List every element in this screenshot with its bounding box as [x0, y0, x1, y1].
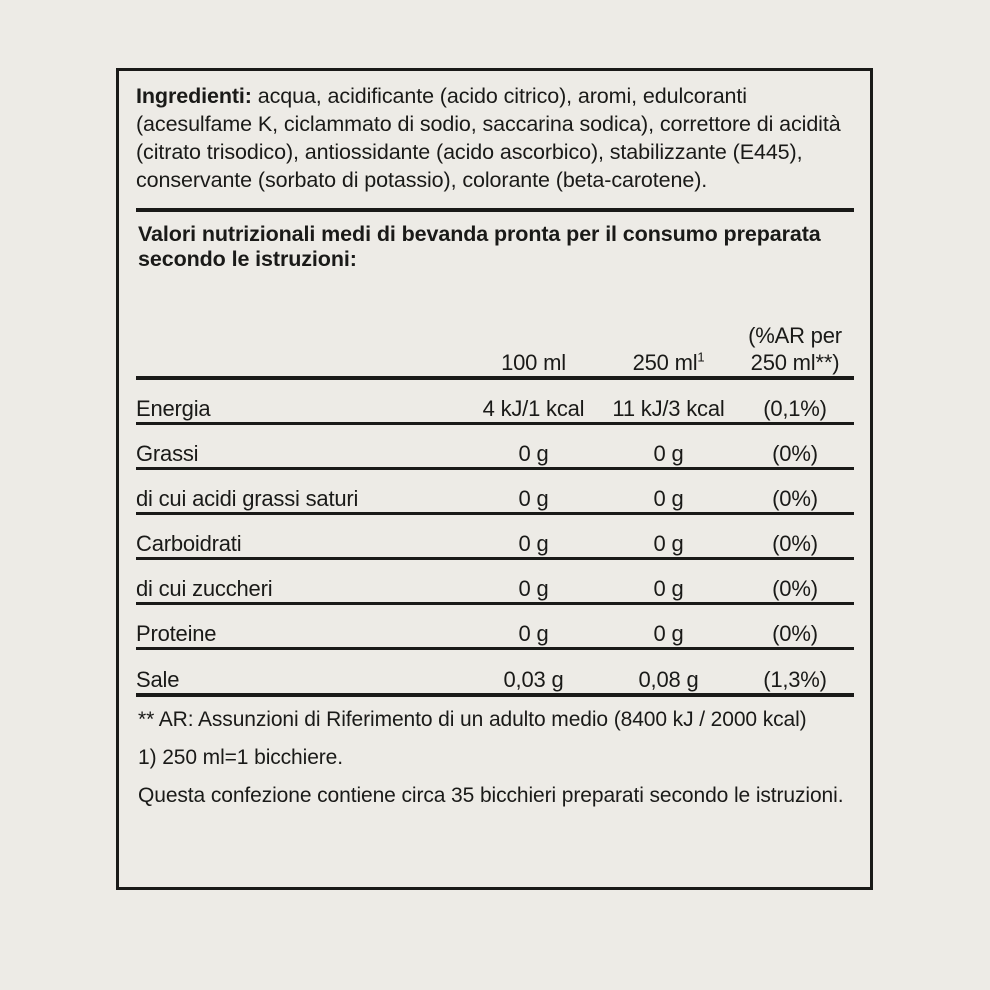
table-header-row: [136, 302, 854, 378]
cell-per-250ml: 0 g: [601, 558, 736, 603]
cell-ar-per-250ml: (0%): [736, 468, 854, 513]
cell-nutrient-name: Sale: [136, 648, 466, 693]
header-ar-per-250ml: [736, 302, 854, 378]
table-row: [136, 468, 854, 513]
header-ar-line-2: 250 ml**): [750, 350, 840, 375]
cell-nutrient-name: di cui zuccheri: [136, 558, 466, 603]
header-ar-line-1: (%AR per: [748, 323, 842, 348]
table-row: [136, 648, 854, 693]
table-row: [136, 603, 854, 648]
header-nutrient: [136, 302, 466, 378]
cell-per-100ml: 0 g: [466, 423, 601, 468]
cell-nutrient-name: Carboidrati: [136, 513, 466, 558]
cell-nutrient-name: di cui acidi grassi saturi: [136, 468, 466, 513]
cell-ar-per-250ml: (0,1%): [736, 378, 854, 423]
header-per-250ml: [601, 302, 736, 378]
nutrition-table: [136, 302, 854, 693]
table-row: [136, 423, 854, 468]
cell-per-250ml: 11 kJ/3 kcal: [601, 378, 736, 423]
nutrition-heading: Valori nutrizionali medi di bevanda pronta per il consumo preparata secondo le istruzioni:: [138, 222, 821, 271]
footnote-1: ** AR: Assunzioni di Riferimento di un adulto medio (8400 kJ / 2000 kcal): [138, 708, 807, 731]
cell-per-250ml: 0,08 g: [601, 648, 736, 693]
header-per-100ml-label: 100 ml: [501, 350, 566, 375]
ingredients-label: Ingredienti:: [136, 84, 252, 108]
cell-ar-per-250ml: (0%): [736, 603, 854, 648]
cell-nutrient-name: Energia: [136, 378, 466, 423]
footnotes-block: [136, 697, 854, 810]
cell-per-100ml: 0 g: [466, 603, 601, 648]
table-body: [136, 378, 854, 693]
cell-per-100ml: 0 g: [466, 468, 601, 513]
cell-per-100ml: 0 g: [466, 558, 601, 603]
nutrition-label-panel: [116, 68, 873, 890]
label-content: [119, 71, 870, 887]
table-row: [136, 513, 854, 558]
cell-per-250ml: 0 g: [601, 468, 736, 513]
cell-nutrient-name: Grassi: [136, 423, 466, 468]
table-row: [136, 378, 854, 423]
footnote-3: Questa confezione contiene circa 35 bicchieri preparati secondo le istruzioni.: [138, 784, 844, 807]
footnote-marker-1: 1: [697, 349, 705, 365]
cell-nutrient-name: Proteine: [136, 603, 466, 648]
footnote-2: 1) 250 ml=1 bicchiere.: [138, 746, 343, 769]
cell-ar-per-250ml: (0%): [736, 513, 854, 558]
cell-per-100ml: 0,03 g: [466, 648, 601, 693]
cell-per-250ml: 0 g: [601, 423, 736, 468]
header-per-250ml-label: [601, 349, 736, 376]
cell-ar-per-250ml: (0%): [736, 423, 854, 468]
header-per-100ml: [466, 302, 601, 378]
cell-per-250ml: 0 g: [601, 513, 736, 558]
cell-per-250ml: 0 g: [601, 603, 736, 648]
cell-per-100ml: 4 kJ/1 kcal: [466, 378, 601, 423]
ingredients-paragraph: [136, 71, 854, 194]
table-header: [136, 302, 854, 378]
header-per-250ml-text: 250 ml: [632, 350, 698, 375]
cell-per-100ml: 0 g: [466, 513, 601, 558]
table-row: [136, 558, 854, 603]
ingredients-text: acqua, acidificante (acido citrico), aromi, edulcoranti (acesulfame K, ciclammato di sodio, saccarina sodica), correttore di acidità (citrato trisodico), antiossidante (acido ascorbico), stabilizzante (E445), conservante (sorbato di potassio), colorante (beta-carotene).: [136, 84, 841, 192]
cell-ar-per-250ml: (0%): [736, 558, 854, 603]
cell-ar-per-250ml: (1,3%): [736, 648, 854, 693]
